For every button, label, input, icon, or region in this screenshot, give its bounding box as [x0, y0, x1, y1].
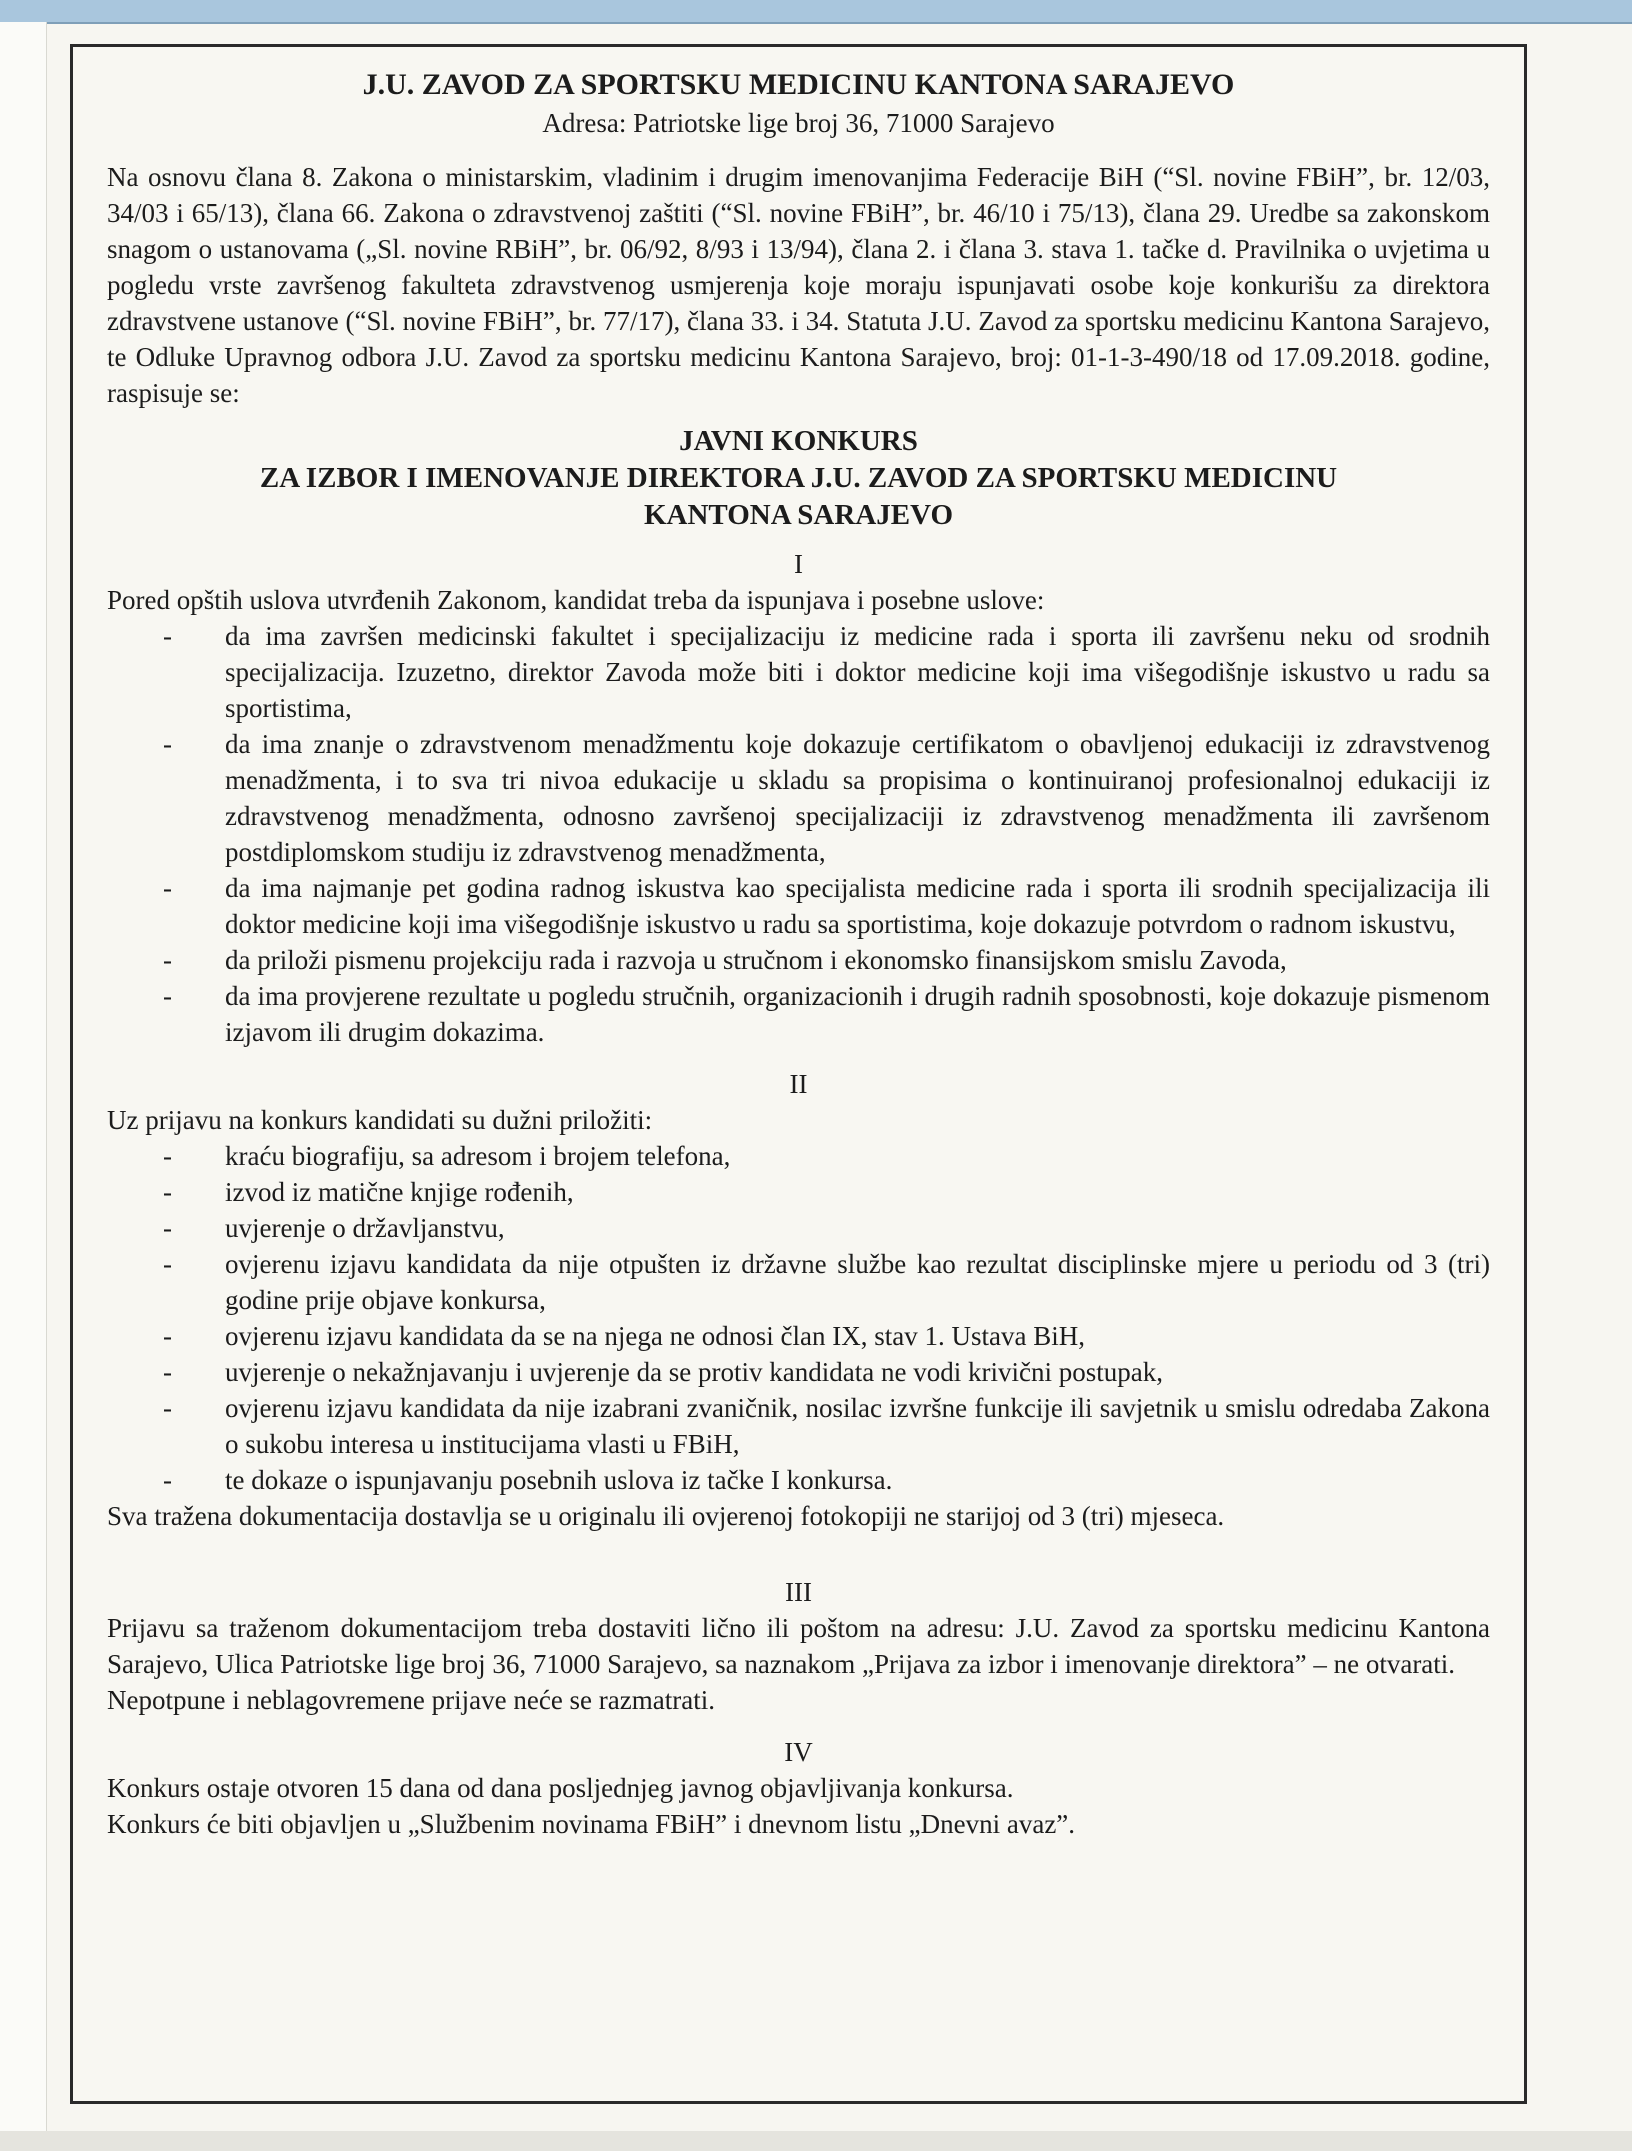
required-documents-list [107, 1138, 1490, 1498]
section-3 [107, 1574, 1490, 1718]
title-line-1: JAVNI KONKURS [679, 425, 918, 457]
dash-bullet: - [163, 729, 172, 759]
list-item: - ovjerenu izjavu kandidata da se na njega ne odnosi član IX, stav 1. Ustava BiH, [107, 1318, 1490, 1354]
title-line-2: ZA IZBOR I IMENOVANJE DIREKTORA J.U. ZAVOD ZA SPORTSKU MEDICINU [259, 462, 1338, 494]
section-1 [107, 546, 1490, 1050]
dash-bullet: - [163, 1213, 172, 1243]
section-3-incomplete-notice: Nepotpune i neblagovremene prijave neće se razmatrati. [107, 1685, 715, 1715]
list-item: - da ima provjerene rezultate u pogledu stručnih, organizacionih i drugih radnih sposobnosti, koje dokazuje pismenom izjavom ili drugim dokazima. [107, 978, 1490, 1050]
section-4-publication: Konkurs će biti objavljen u „Službenim novinama FBiH” i dnevnom listu „Dnevni avaz”. [107, 1809, 1076, 1839]
section-1-intro: Pored opštih uslova utvrđenih Zakonom, kandidat treba da ispunjava i posebne uslove: [107, 585, 1045, 615]
newspaper-left-margin [0, 22, 47, 2151]
section-2-closing: Sva tražena dokumentacija dostavlja se u originalu ili ovjerenoj fotokopiji ne starijoj od 3 (tri) mjeseca. [107, 1501, 1225, 1531]
dash-bullet: - [163, 1141, 172, 1171]
newspaper-top-strip [0, 0, 1632, 24]
list-item: - da priloži pismenu projekciju rada i razvoja u stručnom i ekonomsko finansijskom smislu Zavoda, [107, 942, 1490, 978]
dash-bullet: - [163, 621, 172, 651]
title-line-3: KANTONA SARAJEVO [643, 499, 954, 531]
special-conditions-list [107, 618, 1490, 1050]
dash-bullet: - [163, 1393, 172, 1423]
list-item: - ovjerenu izjavu kandidata da nije otpušten iz državne službe kao rezultat disciplinske mjere u periodu od 3 (tri) godine prije objave konkursa, [107, 1246, 1490, 1318]
notice-title [107, 423, 1490, 534]
section-3-numeral: III [785, 1577, 812, 1607]
list-item: - te dokaze o ispunjavanju posebnih uslova iz tačke I konkursa. [107, 1462, 1490, 1498]
dash-bullet: - [163, 1177, 172, 1207]
section-4-open-period: Konkurs ostaje otvoren 15 dana od dana posljednjeg javnog objavljivanja konkursa. [107, 1773, 1014, 1803]
list-item: - uvjerenje o državljanstvu, [107, 1210, 1490, 1246]
organization-address: Adresa: Patriotske lige broj 36, 71000 Sarajevo [542, 108, 1055, 138]
list-item: - da ima znanje o zdravstvenom menadžmentu koje dokazuje certifikatom o obavljenoj edukaciji iz zdravstvenog menadžmenta, i to sva tri nivoa edukacije u skladu sa propisima o kontinuiranoj profesionalnoj edukaciji iz zdravstvenog menadžmenta, odnosno završenoj specijalizaciji iz zdravstvenog menadžmenta ili završenom postdiplomskom studiju iz zdravstvenog menadžmenta, [107, 726, 1490, 870]
notice-header [107, 65, 1490, 141]
section-4-numeral: IV [784, 1737, 813, 1767]
spacer [107, 1050, 1490, 1062]
list-item: - kraću biografiju, sa adresom i brojem telefona, [107, 1138, 1490, 1174]
dash-bullet: - [163, 1465, 172, 1495]
section-3-submission: Prijavu sa traženom dokumentacijom treba dostaviti lično ili poštom na adresu: J.U. Zavod za sportsku medicinu Kantona Sarajevo, Ulica Patriotske lige broj 36, 71000 Sarajevo, sa naznakom „Prijava za izbor i imenovanje direktora” – ne otvarati. [107, 1613, 1490, 1679]
section-2-numeral: II [789, 1069, 808, 1099]
dash-bullet: - [163, 873, 172, 903]
section-4 [107, 1734, 1490, 1842]
list-item: - da ima završen medicinski fakultet i specijalizaciju iz medicine rada i sporta ili završenu neku od srodnih specijalizacija. Izuzetno, direktor Zavoda može biti i doktor medicine koji ima višegodišnje iskustvo u radu sa sportistima, [107, 618, 1490, 726]
dash-bullet: - [163, 1357, 172, 1387]
dash-bullet: - [163, 1321, 172, 1351]
list-item: - da ima najmanje pet godina radnog iskustva kao specijalista medicine rada i sporta ili srodnih specijalizacija ili doktor medicine koji ima višegodišnje iskustvo u radu sa sportistima, koje dokazuje potvrdom o radnom iskustvu, [107, 870, 1490, 942]
public-notice-box [70, 44, 1527, 2104]
spacer [107, 1718, 1490, 1730]
newspaper-bottom-strip [0, 2131, 1632, 2151]
list-item: - ovjerenu izjavu kandidata da nije izabrani zvaničnik, nosilac izvršne funkcije ili savjetnik u smislu odredaba Zakona o sukobu interesa u institucijama vlasti u FBiH, [107, 1390, 1490, 1462]
legal-preamble: Na osnovu člana 8. Zakona o ministarskim, vladinim i drugim imenovanjima Federacije BiH (“Sl. novine FBiH”, br. 12/03, 34/03 i 65/13), člana 66. Zakona o zdravstvenoj zaštiti (“Sl. novine FBiH”, br. 46/10 i 75/13), člana 29. Uredbe sa zakonskom snagom o ustanovama („Sl. novine RBiH”, br. 06/92, 8/93 i 13/94), člana 2. i člana 3. stava 1. tačke d. Pravilnika o uvjetima u pogledu vrste završenog fakulteta zdravstvenog usmjerenja koje moraju ispunjavati osobe koje konkurišu za direktora zdravstvene ustanove (“Sl. novine FBiH”, br. 77/17), člana 33. i 34. Statuta J.U. Zavod za sportsku medicinu Kantona Sarajevo, te Odluke Upravnog odbora J.U. Zavod za sportsku medicinu Kantona Sarajevo, broj: 01-1-3-490/18 od 17.09.2018. godine, raspisuje se: [107, 162, 1490, 408]
dash-bullet: - [163, 1249, 172, 1279]
list-item: - izvod iz matične knjige rođenih, [107, 1174, 1490, 1210]
organization-name: J.U. ZAVOD ZA SPORTSKU MEDICINU KANTONA SARAJEVO [362, 68, 1235, 101]
spacer [107, 1534, 1490, 1570]
section-1-numeral: I [794, 549, 803, 579]
section-2-intro: Uz prijavu na konkurs kandidati su dužni priložiti: [107, 1105, 653, 1135]
list-item: - uvjerenje o nekažnjavanju i uvjerenje da se protiv kandidata ne vodi krivični postupak, [107, 1354, 1490, 1390]
dash-bullet: - [163, 981, 172, 1011]
dash-bullet: - [163, 945, 172, 975]
section-2 [107, 1066, 1490, 1534]
